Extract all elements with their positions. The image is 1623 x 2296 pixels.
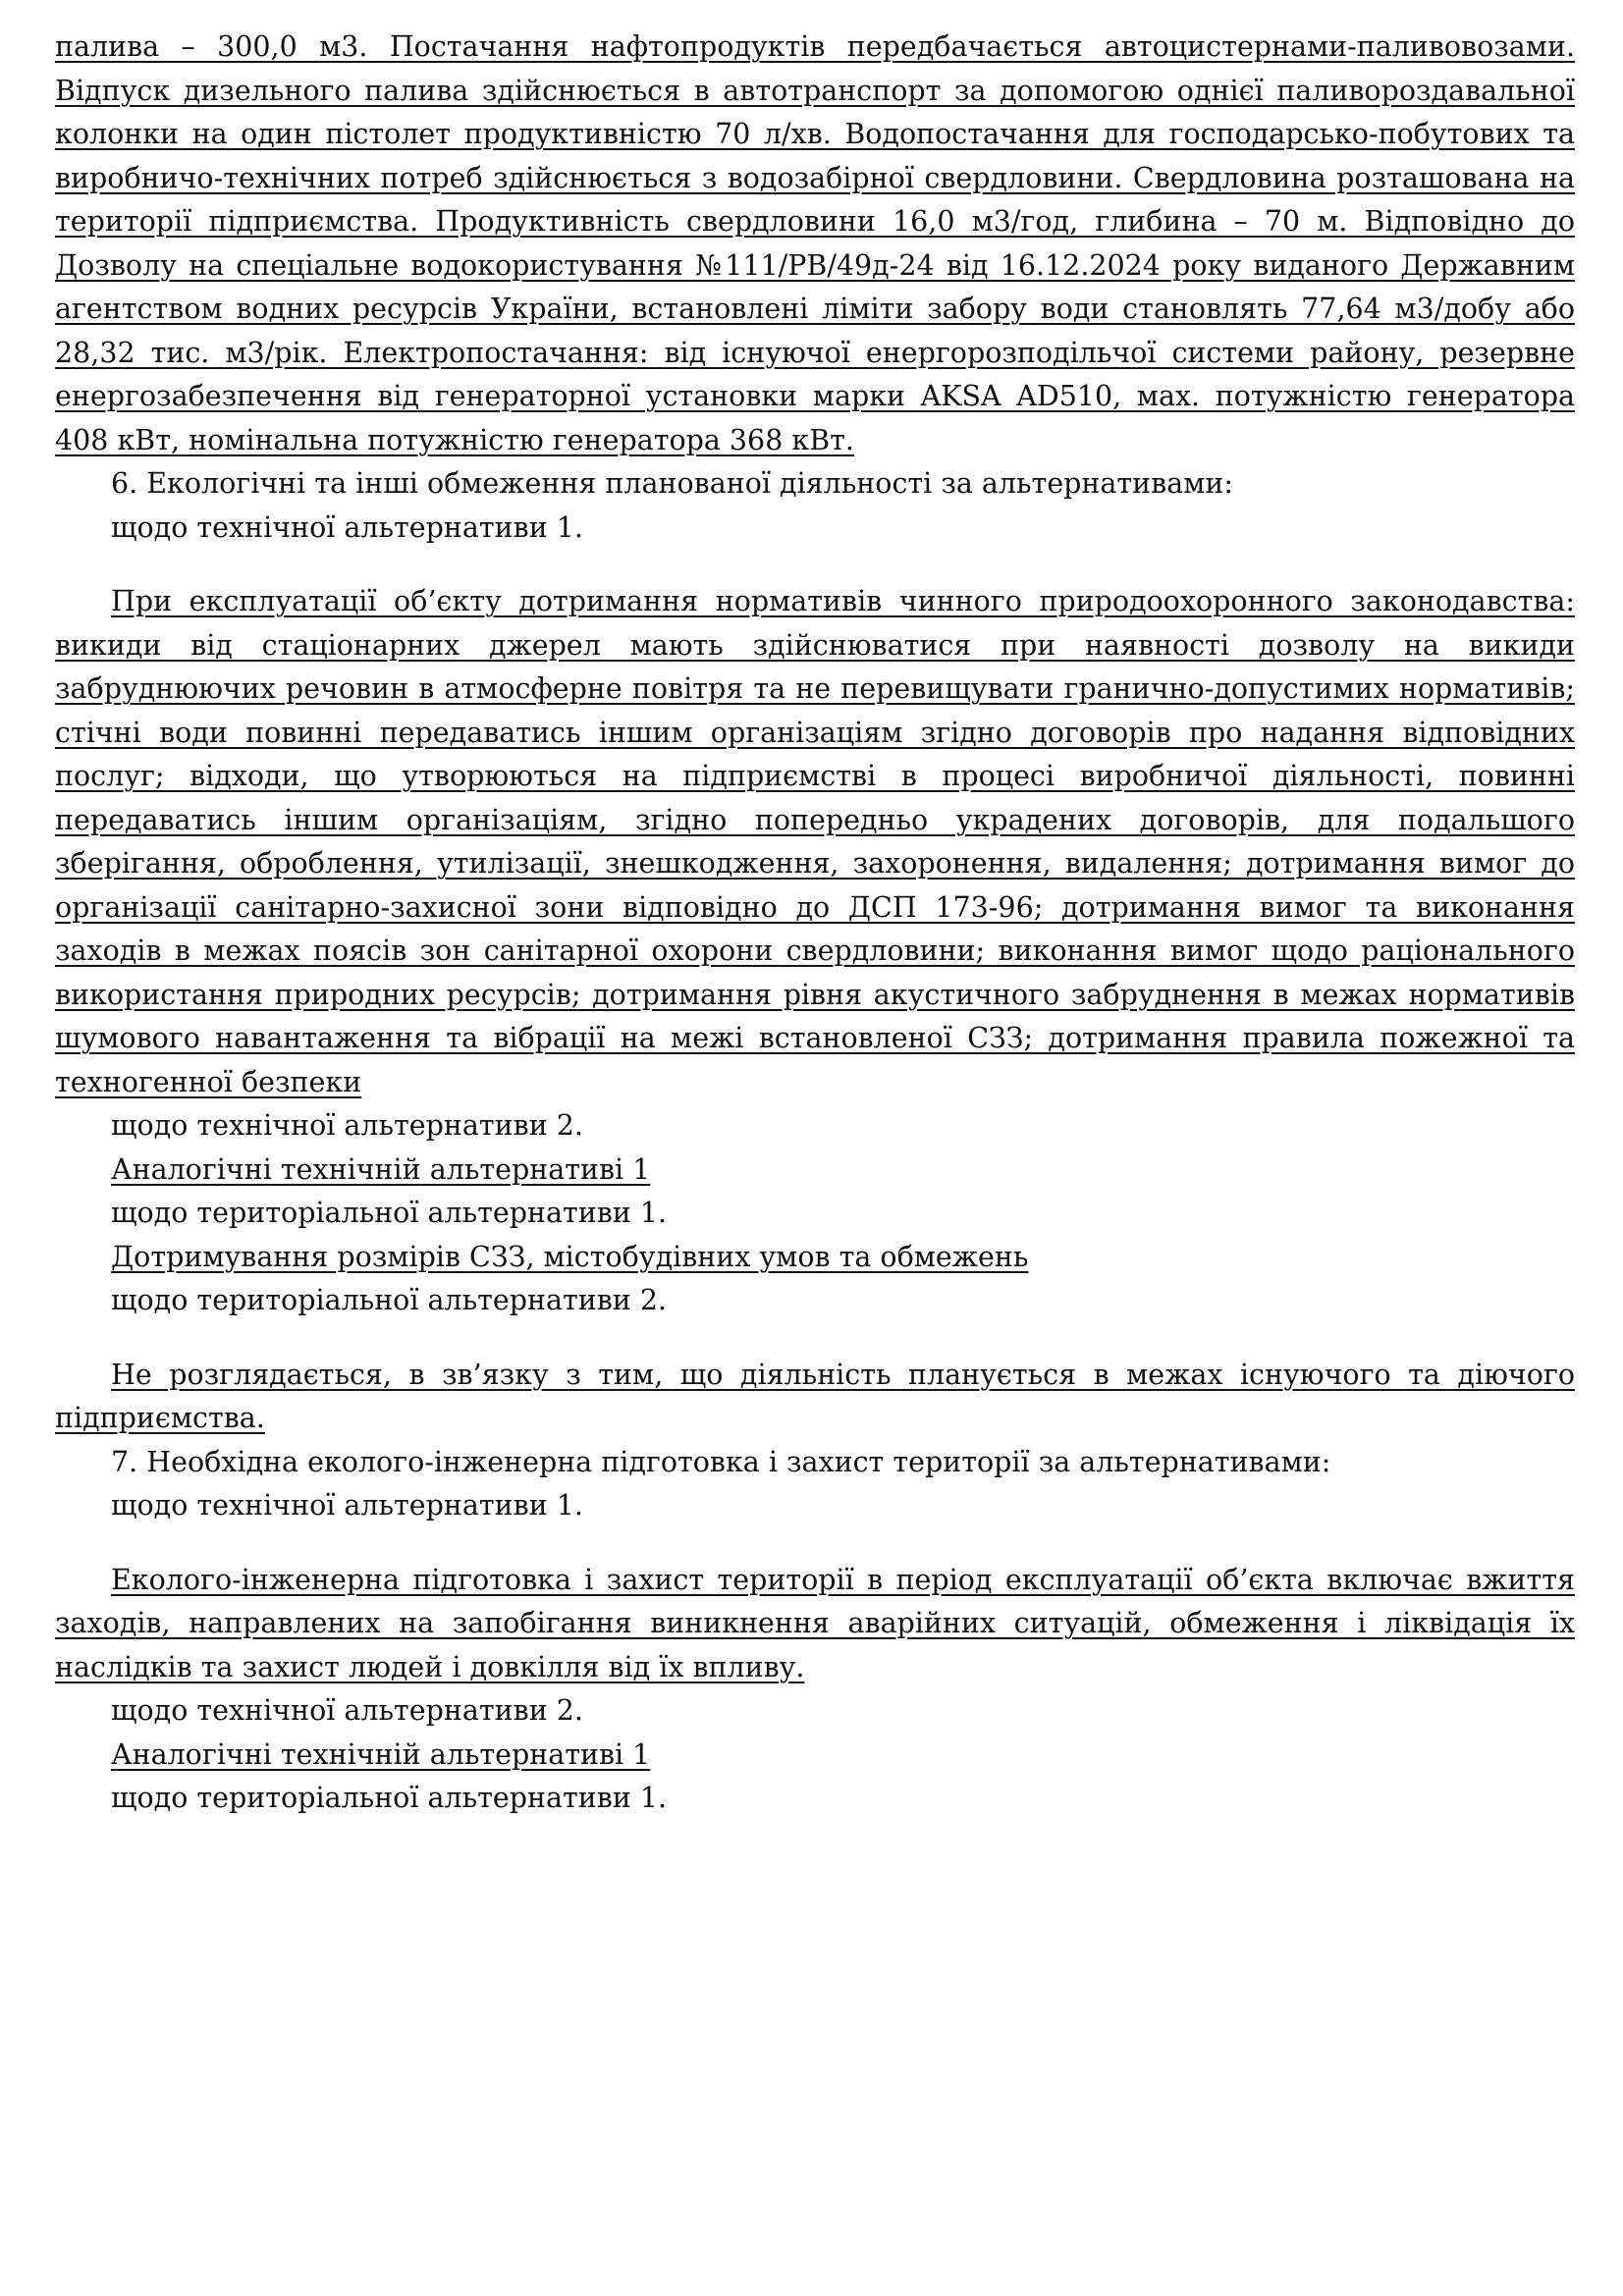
s6-tech-alt1-label: щодо технічної альтернативи 1. xyxy=(111,510,583,544)
s6-tech-alt2-text: Аналогічні технічній альтернативі 1 xyxy=(111,1152,651,1186)
section-6-heading: 6. Екологічні та інші обмеження планованої діяльності за альтернативами: xyxy=(111,467,1233,500)
paragraph-supply-details-text: палива – 300,0 м3. Постачання нафтопродуктів передбачається автоцистернами-паливовозами. Відпуск дизельного палива здійснюється в автотранспорт за допомогою однієї паливороздавальної колонки на один пістолет продуктивністю 70 л/хв. Водопостачання для господарсько-побутових та виробничо-технічних потреб здійснюється з водозабірної свердловини. Свердловина розташована на території підприємства. Продуктивність свердловини 16,0 м3/год, глибина – 70 м. Відповідно до Дозволу на спеціальне водокористування №111/РВ/49д-24 від 16.12.2024 року виданого Державним агентством водних ресурсів України, встановлені ліміти забору води становлять 77,64 м3/добу або 28,32 тис. м3/рік. Електропостачання: від існуючої енергорозподільчої системи району, резервне енергозабезпечення від генераторної установки марки AKSA AD510, мах. потужністю генератора 408 кВт, номінальна потужністю генератора 368 кВт. xyxy=(55,30,1575,456)
s7-tech-alt1-text: Еколого-інженерна підготовка і захист території в період експлуатації об’єкта включає вжиття заходів, направлених на запобігання виникнення аварійних ситуацій, обмеження і ліквідація їх наслідків та захист людей і довкілля від їх впливу. xyxy=(55,1563,1575,1683)
s7-tech-alt2-label: щодо технічної альтернативи 2. xyxy=(111,1694,583,1727)
s6-terr-alt1-text: Дотримування розмірів СЗЗ, містобудівних умов та обмежень xyxy=(111,1240,1029,1273)
s7-tech-alt2-paragraph xyxy=(55,1734,1575,1778)
document-page xyxy=(55,26,1575,1821)
s6-tech-alt1-text: При експлуатації об’єкту дотримання нормативів чинного природоохоронного законодавства: викиди від стаціонарних джерел мають здійснюватися при наявності дозволу на викиди забруднюючих речовин в атмосферне повітря та не перевищувати гранично-допустимих нормативів; стічні води повинні передаватись іншим організаціям згідно договорів про надання відповідних послуг; відходи, що утворюються на підприємстві в процесі виробничої діяльності, повинні передаватись іншим організаціям, згідно попередньо украдених договорів, для подальшого зберігання, оброблення, утилізації, знешкодження, захоронення, видалення; дотримання вимог до організації санітарно-захисної зони відповідно до ДСП 173-96; дотримання вимог та виконання заходів в межах поясів зон санітарної охорони свердловини; виконання вимог щодо раціонального використання природних ресурсів; дотримання рівня акустичного забруднення в межах нормативів шумового навантаження та вібрації на межі встановленої СЗЗ; дотримання правила пожежної та техногенної безпеки xyxy=(55,585,1575,1098)
s7-tech-alt1-label: щодо технічної альтернативи 1. xyxy=(111,1489,583,1522)
s7-terr-alt1-label: щодо територіальної альтернативи 1. xyxy=(111,1782,668,1814)
s7-tech-alt1-paragraph xyxy=(55,1559,1575,1690)
s6-terr-alt2-text: Не розглядається, в зв’язку з тим, що діяльність планується в межах існуючого та діючого підприємства. xyxy=(55,1358,1575,1434)
s6-tech-alt2-label: щодо технічної альтернативи 2. xyxy=(111,1109,583,1142)
paragraph-supply-details xyxy=(55,26,1575,462)
s6-tech-alt1-paragraph xyxy=(55,580,1575,1104)
s6-terr-alt1-paragraph xyxy=(55,1236,1575,1280)
s7-tech-alt2-text: Аналогічні технічній альтернативі 1 xyxy=(111,1737,651,1771)
section-7-heading: 7. Необхідна еколого-інженерна підготовка і захист території за альтернативами: xyxy=(111,1445,1331,1478)
s6-tech-alt2-paragraph xyxy=(55,1148,1575,1193)
s6-terr-alt2-paragraph xyxy=(55,1354,1575,1441)
s6-terr-alt2-label: щодо територіальної альтернативи 2. xyxy=(111,1284,668,1316)
s6-terr-alt1-label: щодо територіальної альтернативи 1. xyxy=(111,1197,668,1229)
